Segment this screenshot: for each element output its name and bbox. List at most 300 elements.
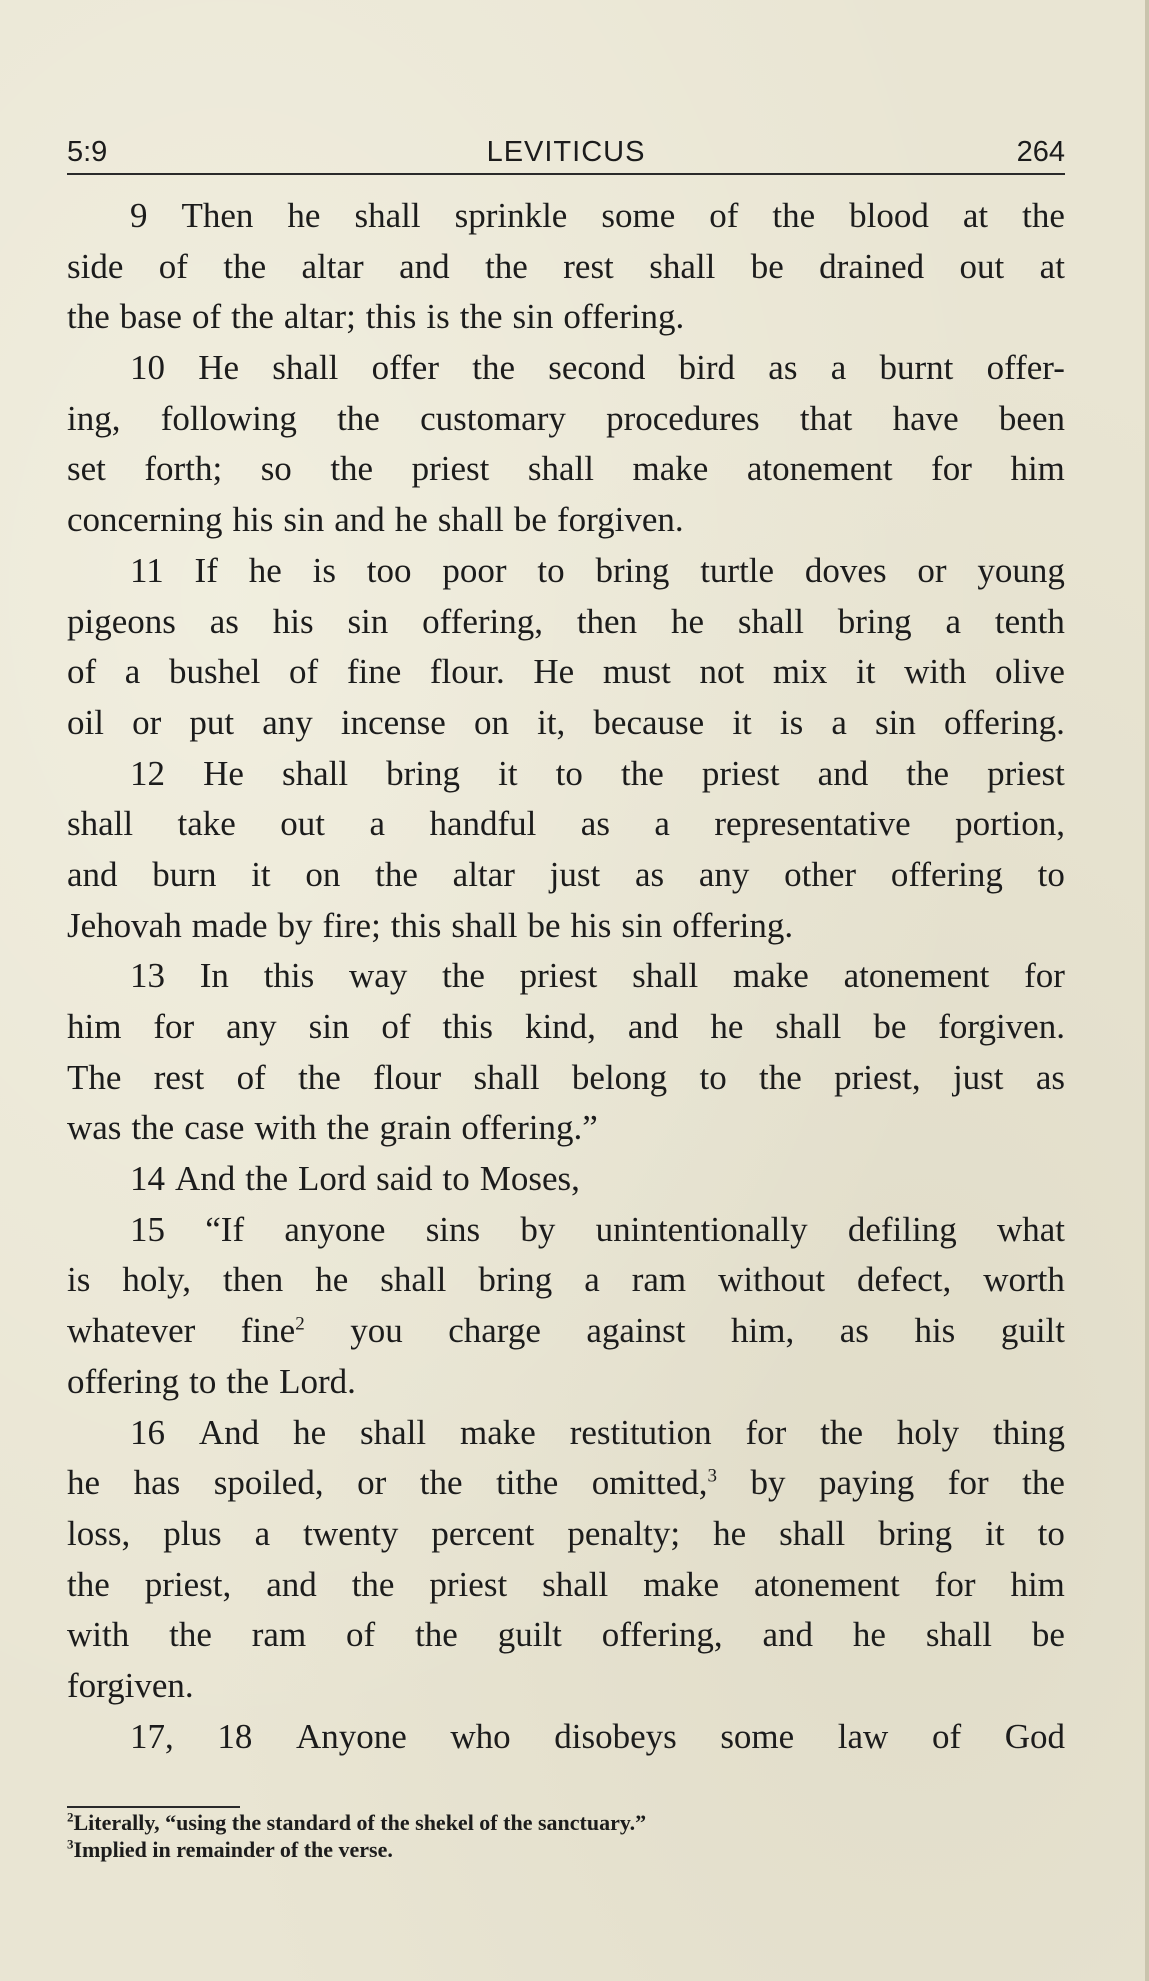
word: blood (849, 196, 929, 235)
word: plus (163, 1513, 222, 1553)
text-line (67, 191, 1065, 242)
word: said (376, 1159, 433, 1199)
word: bring (595, 550, 670, 590)
word: his (232, 500, 274, 540)
word: 10 (130, 348, 165, 388)
word: and (399, 246, 450, 286)
word: portion, (955, 804, 1065, 844)
word: be (750, 246, 784, 286)
word: been (998, 398, 1065, 438)
word: a (831, 702, 847, 742)
word: take (177, 804, 236, 844)
word: He (533, 652, 575, 692)
word: drained (819, 246, 925, 286)
word: make (643, 1564, 719, 1604)
text-line (67, 1103, 1065, 1154)
word: ing, (67, 398, 121, 438)
text-line (67, 394, 1065, 445)
word: thing (993, 1412, 1065, 1452)
word: a (830, 348, 847, 388)
word: the (298, 1057, 341, 1097)
word: as (1035, 1057, 1065, 1097)
word: shall (542, 1564, 609, 1604)
word: disobeys (554, 1716, 677, 1756)
word: a (369, 804, 385, 844)
word: to (699, 1057, 727, 1097)
word: at (1039, 246, 1065, 286)
word: altar; (283, 297, 356, 337)
word: the (226, 1361, 270, 1401)
word: turtle (700, 550, 775, 590)
word: And (198, 1412, 260, 1452)
word: some (720, 1716, 795, 1756)
word: or (357, 1463, 387, 1503)
word: altar (301, 246, 364, 286)
word: he (852, 1615, 886, 1655)
word: sin (283, 500, 325, 540)
word: bushel (168, 652, 261, 692)
word: omitted,$^3$ (591, 1463, 717, 1503)
word: it (498, 753, 518, 793)
word: what (996, 1209, 1065, 1249)
word: it, (537, 702, 566, 742)
word: holy, (122, 1260, 192, 1300)
word: fine$^2$ (240, 1311, 305, 1351)
word: he (293, 1412, 327, 1452)
word: pigeons (67, 601, 176, 641)
word: be (513, 500, 547, 540)
word: the (375, 854, 418, 894)
word: by (520, 1209, 556, 1249)
word: this (365, 297, 417, 337)
word: and (67, 854, 118, 894)
word: case (184, 1108, 245, 1148)
word: a (254, 1513, 271, 1553)
text-line (67, 1002, 1065, 1053)
text-line (67, 901, 1065, 952)
word: forgiven. (67, 1665, 194, 1705)
footnote-2: $^2$Literally, “using the standard of the shekel of the sanctuary.” (67, 1809, 647, 1835)
word: be (873, 1007, 907, 1046)
word: priest, (144, 1564, 232, 1604)
word: anyone (284, 1209, 386, 1249)
word: him (1010, 1564, 1065, 1604)
word: the (245, 1159, 289, 1199)
word: side (67, 246, 124, 286)
word: for (153, 1007, 195, 1046)
word: make (460, 1412, 536, 1452)
word: restitution (569, 1412, 712, 1452)
word: that (799, 398, 853, 438)
word: as (634, 854, 665, 894)
word: In (199, 956, 229, 996)
word: of (931, 1716, 962, 1756)
word: 15 (130, 1209, 165, 1249)
word: by (277, 905, 313, 945)
word: forgiven. (556, 500, 684, 540)
word: bring (878, 1513, 953, 1553)
word: a (584, 1260, 600, 1300)
word: he (67, 1463, 101, 1503)
word: and (627, 1007, 679, 1046)
word: offering. (944, 702, 1065, 742)
word: he (287, 196, 321, 235)
word: sprinkle (454, 196, 568, 235)
word: or (132, 702, 162, 742)
word: The (67, 1057, 122, 1097)
word: atonement (746, 449, 893, 489)
word: must (602, 652, 671, 692)
word: charge (448, 1311, 541, 1351)
word: offering, (601, 1615, 723, 1655)
word: his (570, 905, 612, 945)
word: And (175, 1159, 236, 1199)
word: bird (678, 348, 736, 388)
word: it (856, 652, 876, 692)
text-line (67, 1610, 1065, 1661)
word: the (419, 1463, 463, 1503)
word: spoiled, (213, 1463, 324, 1503)
word: the (326, 1108, 370, 1148)
word: of (289, 652, 319, 692)
word: guilt (1000, 1311, 1065, 1351)
word: handful (429, 804, 537, 844)
word: the (67, 1564, 110, 1604)
word: shall (67, 804, 134, 844)
text-line (67, 597, 1065, 648)
word: bring (837, 601, 912, 641)
word: shall (360, 1412, 427, 1452)
word: of (346, 1615, 376, 1655)
word: for (1024, 956, 1065, 996)
word: burn (152, 854, 217, 894)
word: as (209, 601, 239, 641)
text-line (67, 495, 1065, 546)
word: be (1031, 1615, 1065, 1655)
word: shall (473, 1057, 540, 1097)
word: shall (437, 500, 504, 540)
text-line (67, 698, 1065, 749)
word: of (236, 1057, 266, 1097)
word: kind, (524, 1007, 596, 1046)
word: you (350, 1311, 403, 1351)
word: 14 (130, 1159, 165, 1199)
word: the (131, 1108, 175, 1148)
word: Then (181, 196, 254, 235)
word: put (189, 702, 235, 742)
word: of (191, 297, 222, 337)
word: shall (925, 1615, 992, 1655)
word: other (784, 854, 857, 894)
page-number: 264 (1016, 136, 1065, 168)
word: and (334, 500, 385, 540)
word: him (67, 1007, 122, 1046)
text-line (67, 647, 1065, 698)
word: of (381, 1007, 411, 1046)
word: burnt (879, 348, 954, 388)
word: he (713, 1513, 747, 1553)
word: rest (563, 246, 614, 286)
word: altar (452, 854, 515, 894)
word: priest, (834, 1057, 921, 1097)
word: as (768, 348, 798, 388)
word: the (337, 398, 380, 438)
word: God (1004, 1716, 1065, 1756)
word: flour (373, 1057, 442, 1097)
word: made (191, 905, 268, 945)
word: him, (731, 1311, 795, 1351)
word: penalty; (567, 1513, 681, 1553)
footnote-rule (67, 1806, 240, 1808)
word: for (947, 1463, 989, 1503)
word: customary (420, 398, 566, 438)
word: Anyone (295, 1716, 407, 1756)
word: If (194, 550, 218, 590)
word: whatever (67, 1311, 196, 1351)
word: shall (354, 196, 421, 235)
word: offering. (672, 905, 794, 945)
word: to (189, 1361, 217, 1401)
word: shall (775, 1007, 842, 1046)
text-line (67, 1661, 1065, 1712)
word: second (548, 348, 646, 388)
word: incense (340, 702, 446, 742)
word: oil (67, 702, 104, 742)
text-line (67, 1306, 1065, 1357)
word: the (906, 753, 950, 793)
word: 12 (130, 753, 165, 793)
text-line (67, 799, 1065, 850)
word: He (203, 753, 244, 793)
word: “If (205, 1209, 245, 1249)
word: this (263, 956, 315, 996)
word: has (133, 1463, 181, 1503)
word: is (312, 550, 336, 590)
word: grain (379, 1108, 452, 1148)
word: shall (737, 601, 804, 641)
word: the (485, 246, 528, 286)
word: tenth (994, 601, 1065, 641)
scripture-text (67, 191, 1065, 1762)
word: so (260, 449, 292, 489)
word: procedures (606, 398, 760, 438)
word: make (733, 956, 809, 996)
text-line (67, 343, 1065, 394)
word: sins (425, 1209, 481, 1249)
word: offering (67, 1361, 180, 1401)
word: on (473, 702, 509, 742)
word: offer- (986, 348, 1065, 388)
word: his (272, 601, 314, 641)
word: as (580, 804, 610, 844)
word: 13 (130, 956, 165, 996)
word: the (620, 753, 664, 793)
word: the (67, 297, 110, 337)
word: him (1010, 449, 1065, 489)
text-line (67, 749, 1065, 800)
word: Jehovah (67, 905, 182, 945)
word: out (280, 804, 326, 844)
word: he (670, 601, 704, 641)
text-line (67, 546, 1065, 597)
word: to (1037, 1513, 1065, 1553)
header-rule (67, 173, 1065, 175)
word: atonement (753, 1564, 900, 1604)
text-line (67, 1408, 1065, 1459)
word: offer (371, 348, 439, 388)
word: priest (701, 753, 780, 793)
word: too (366, 550, 412, 590)
word: the (459, 297, 503, 337)
word: shall (527, 449, 594, 489)
word: poor (442, 550, 507, 590)
word: concerning (67, 500, 223, 540)
text-line (67, 1255, 1065, 1306)
word: defect, (857, 1260, 952, 1300)
footnote-3: $^3$Implied in remainder of the verse. (67, 1836, 393, 1862)
word: the (472, 348, 515, 388)
word: to (1037, 854, 1065, 894)
word: offering.” (461, 1108, 598, 1148)
word: atonement (843, 956, 990, 996)
word: some (601, 196, 676, 235)
word: the (820, 1412, 863, 1452)
word: his (914, 1311, 956, 1351)
word: make (632, 449, 709, 489)
word: it (732, 702, 752, 742)
word: was (67, 1108, 122, 1148)
word: sin (621, 905, 663, 945)
word: he (248, 550, 282, 590)
word: for (931, 449, 972, 489)
word: of (67, 652, 97, 692)
word: shall (632, 956, 699, 996)
text-line (67, 242, 1065, 293)
word: the (1022, 1463, 1065, 1503)
word: he (394, 500, 428, 540)
word: flour. (429, 652, 505, 692)
word: the (330, 449, 374, 489)
word: the (442, 956, 485, 996)
word: the (415, 1615, 458, 1655)
text-line (67, 1053, 1065, 1104)
text-line (67, 1357, 1065, 1408)
word: at (962, 196, 989, 235)
word: representative (714, 804, 911, 844)
word: the (759, 1057, 802, 1097)
book-title: LEVITICUS (486, 136, 646, 168)
text-line (67, 1509, 1065, 1560)
word: offering. (563, 297, 685, 337)
text-line (67, 444, 1065, 495)
word: be (527, 905, 561, 945)
word: it (251, 854, 271, 894)
word: base (119, 297, 182, 337)
word: the (351, 1564, 395, 1604)
footnotes (67, 1809, 1065, 1863)
word: as (839, 1311, 869, 1351)
word: the (231, 297, 274, 337)
word: out (959, 246, 1005, 286)
text-line (67, 1205, 1065, 1256)
word: forgiven. (938, 1007, 1065, 1046)
chapter-verse-reference: 5:9 (67, 136, 108, 168)
word: with (67, 1615, 130, 1655)
word: guilt (497, 1615, 562, 1655)
word: the (1022, 196, 1065, 235)
word: the (223, 246, 267, 286)
word: against (586, 1311, 686, 1351)
word: twenty (303, 1513, 399, 1553)
word: defiling (847, 1209, 957, 1249)
word: fire; (322, 905, 381, 945)
word: set (67, 449, 106, 489)
word: and (266, 1564, 317, 1604)
word: ram (631, 1260, 687, 1300)
word: it (985, 1513, 1005, 1553)
word: forth; (144, 449, 223, 489)
word: to (537, 550, 565, 590)
word: He (198, 348, 240, 388)
word: priest (411, 449, 490, 489)
word: sin (875, 702, 916, 742)
word: 18 (217, 1716, 253, 1756)
word: he (315, 1260, 349, 1300)
text-line (67, 1458, 1065, 1509)
word: bring (386, 753, 461, 793)
word: or (917, 550, 947, 590)
word: of (709, 196, 739, 235)
word: is (67, 1260, 91, 1300)
word: for (934, 1564, 976, 1604)
page-edge (1145, 0, 1149, 1981)
word: any (698, 854, 750, 894)
word: to (442, 1159, 470, 1199)
word: tithe (496, 1463, 559, 1503)
word: shall (451, 905, 518, 945)
word: any (262, 702, 313, 742)
word: with (254, 1108, 317, 1148)
word: 9 (130, 196, 148, 235)
word: unintentionally (595, 1209, 808, 1249)
word: and (762, 1615, 814, 1655)
word: this (390, 905, 442, 945)
word: way (349, 956, 408, 996)
word: paying (819, 1463, 915, 1503)
text-line (67, 1712, 1065, 1763)
word: on (305, 854, 341, 894)
word: who (450, 1716, 511, 1756)
word: a (654, 804, 670, 844)
word: rest (153, 1057, 205, 1097)
word: is (779, 702, 804, 742)
word: of (158, 246, 188, 286)
word: a (124, 652, 141, 692)
word: for (745, 1412, 787, 1452)
word: sin (347, 601, 389, 641)
word: priest (519, 956, 598, 996)
word: this (442, 1007, 494, 1046)
word: have (892, 398, 959, 438)
word: priest (429, 1564, 508, 1604)
word: doves (804, 550, 887, 590)
word: a (945, 601, 962, 641)
word: mix (772, 652, 828, 692)
word: shall (272, 348, 339, 388)
text-line (67, 1154, 1065, 1205)
word: sin (512, 297, 554, 337)
word: just (549, 854, 601, 894)
